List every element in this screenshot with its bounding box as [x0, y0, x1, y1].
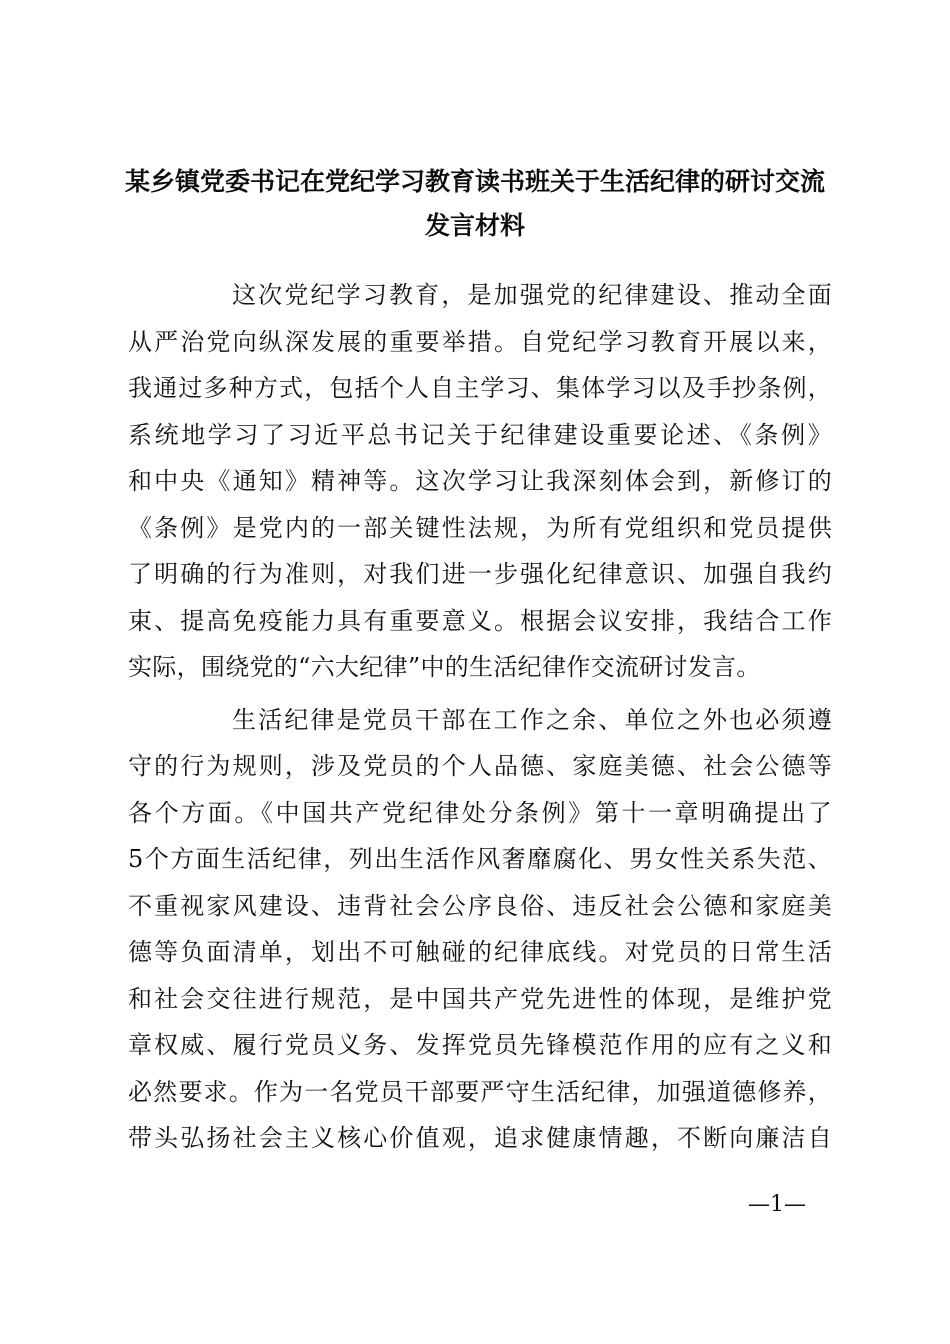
paragraph-line: 实际，围绕党的“六大纪律”中的生活纪律作交流研讨发言。 — [128, 653, 761, 681]
paragraph-1 — [128, 272, 832, 691]
paragraph-line: 从严治党向纵深发展的重要举措。自党纪学习教育开展以来， — [128, 327, 832, 356]
paragraph-line: 5个方面生活纪律，列出生活作风奢靡腐化、男女性关系失范、 — [128, 845, 832, 873]
page-number: —1— — [748, 1192, 806, 1217]
paragraph-line: 各个方面。《中国共产党纪律处分条例》第十一章明确提出了 — [128, 798, 832, 827]
paragraph-2 — [128, 697, 832, 1162]
paragraph-line: 束、提高免疫能力具有重要意义。根据会议安排，我结合工作 — [128, 606, 832, 635]
paragraph-line: 和中央《通知》精神等。这次学习让我深刻体会到，新修订的 — [128, 467, 832, 495]
paragraph-line: 系统地学习了习近平总书记关于纪律建设重要论述、《条例》 — [128, 420, 832, 449]
paragraph-line: 我通过多种方式，包括个人自主学习、集体学习以及手抄条例， — [128, 374, 832, 402]
document-title-line-1: 某乡镇党委书记在党纪学习教育读书班关于生活纪律的研讨交流 — [124, 167, 825, 196]
paragraph-line: 这次党纪学习教育，是加强党的纪律建设、推动全面 — [232, 281, 832, 309]
paragraph-line: 德等负面清单，划出不可触碰的纪律底线。对党员的日常生活 — [128, 938, 832, 966]
paragraph-line: 不重视家风建设、违背社会公序良俗、违反社会公德和家庭美 — [128, 891, 832, 920]
paragraph-line: 带头弘扬社会主义核心价值观，追求健康情趣，不断向廉洁自 — [128, 1124, 832, 1152]
document-title-line-2: 发言材料 — [424, 211, 525, 240]
paragraph-line: 了明确的行为准则，对我们进一步强化纪律意识、加强自我约 — [128, 560, 832, 588]
paragraph-line: 生活纪律是党员干部在工作之余、单位之外也必须遵 — [232, 705, 832, 734]
paragraph-line: 和社会交往进行规范，是中国共产党先进性的体现，是维护党 — [128, 984, 832, 1013]
paragraph-line: 章权威、履行党员义务、发挥党员先锋模范作用的应有之义和 — [128, 1031, 832, 1059]
paragraph-line: 守的行为规则，涉及党员的个人品德、家庭美德、社会公德等 — [128, 752, 832, 780]
paragraph-line: 必然要求。作为一名党员干部要严守生活纪律，加强道德修养， — [128, 1077, 832, 1106]
document-body — [128, 272, 832, 1162]
paragraph-line: 《条例》是党内的一部关键性法规，为所有党组织和党员提供 — [128, 513, 832, 542]
